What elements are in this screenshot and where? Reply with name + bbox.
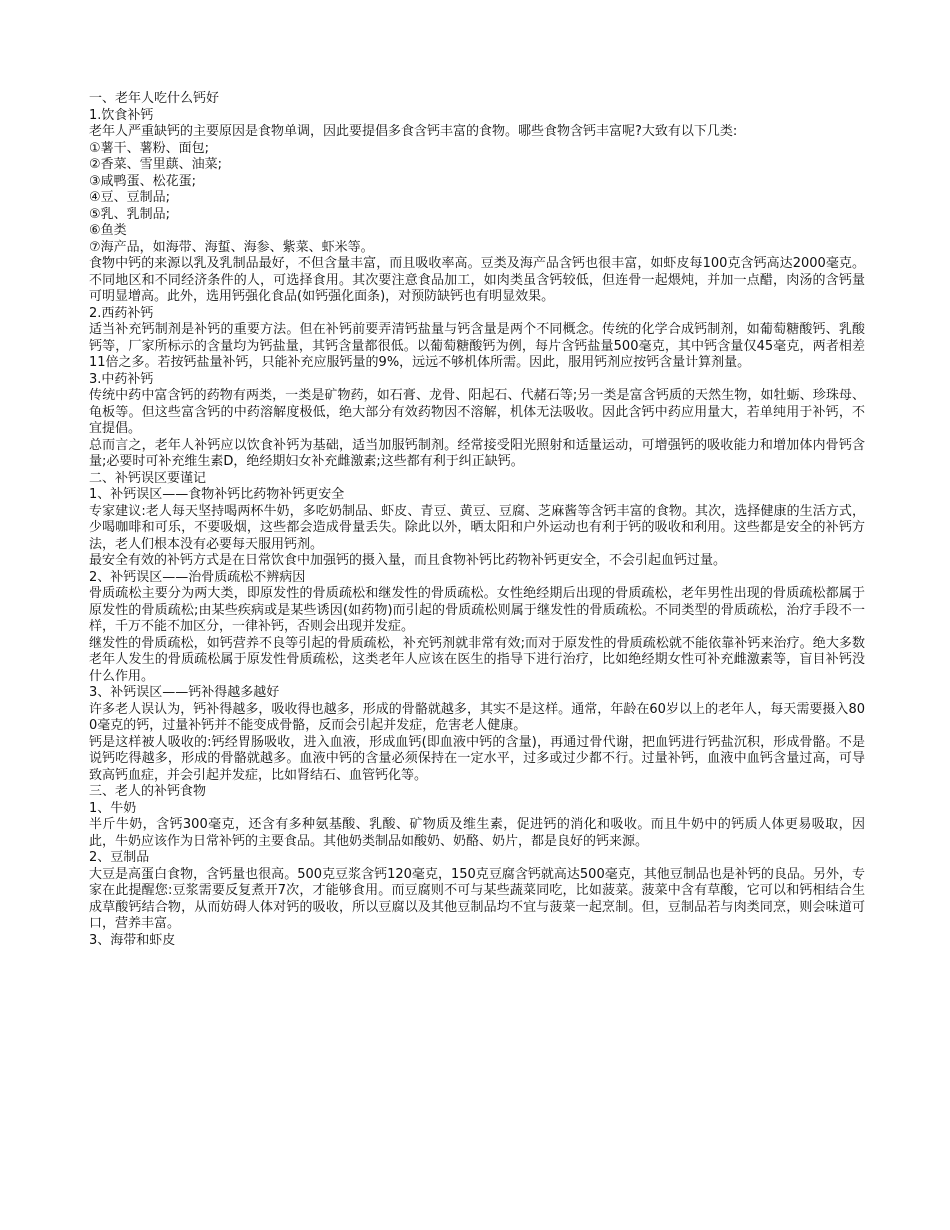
paragraph: 专家建议:老人每天坚持喝两杯牛奶，多吃奶制品、虾皮、青豆、黄豆、豆腐、芝麻酱等含钙丰富的食物。其次，选择健康的生活方式，少喝咖啡和可乐，不要吸烟，这些都会造成骨量丢失。除此以外，晒太阳和户外运动也有利于钙的吸收和利用。这些都是安全的补钙方法，老人们根本没有必要每天服用钙剂。 [89, 503, 865, 552]
section-heading: 一、老年人吃什么钙好 [89, 91, 220, 106]
subsection-heading: 3、补钙误区——钙补得越多越好 [89, 685, 280, 700]
subsection-heading: 2、补钙误区——治骨质疏松不辨病因 [89, 569, 306, 585]
paragraph: 总而言之，老年人补钙应以饮食补钙为基础，适当加服钙制剂。经常接受阳光照射和适量运动，可增强钙的吸收能力和增加体内骨钙含量;必要时可补充维生素D，绝经期妇女补充雌激素;这些都有利于纠正缺钙。 [89, 437, 865, 469]
subsection-heading: 3、海带和虾皮 [89, 932, 176, 948]
list-item: ⑦海产品，如海带、海蜇、海参、紫菜、虾米等。 [89, 239, 374, 255]
paragraph: 大豆是高蛋白食物，含钙量也很高。500克豆浆含钙120毫克，150克豆腐含钙就高达500毫克，其他豆制品也是补钙的良品。另外，专家在此提醒您:豆浆需要反复煮开7次，才能够食用。而豆腐则不可与某些蔬菜同吃，比如菠菜。菠菜中含有草酸，它可以和钙相结合生成草酸钙结合物，从而妨碍人体对钙的吸收，所以豆腐以及其他豆制品均不宜与菠菜一起烹制。但，豆制品若与肉类同烹，则会味道可口，营养丰富。 [89, 866, 865, 931]
list-item: ③咸鸭蛋、松花蛋; [89, 173, 197, 189]
paragraph: 老年人严重缺钙的主要原因是食物单调，因此要提倡多食含钙丰富的食物。哪些食物含钙丰富呢?大致有以下几类: [89, 124, 738, 139]
section-heading: 二、补钙误区要谨记 [89, 470, 207, 486]
section-heading: 三、老人的补钙食物 [89, 784, 207, 799]
subsection-heading: 2、豆制品 [89, 850, 150, 865]
paragraph: 传统中药中富含钙的药物有两类，一类是矿物药，如石膏、龙骨、阳起石、代赭石等;另一类是富含钙质的天然生物，如牡蛎、珍珠母、龟板等。但这些富含钙的中药溶解度极低，绝大部分有效药物因不溶解，机体无法吸收。因此含钙中药应用量大，若单纯用于补钙，不宜提倡。 [89, 388, 865, 436]
list-item: ⑤乳、乳制品; [89, 206, 171, 222]
paragraph: 许多老人误认为，钙补得越多，吸收得也越多，形成的骨骼就越多，其实不是这样。通常，年龄在60岁以上的老年人，每天需要摄入800毫克的钙，过量补钙并不能变成骨骼，反而会引起并发症，危害老人健康。 [89, 701, 865, 733]
paragraph: 骨质疏松主要分为两大类，即原发性的骨质疏松和继发性的骨质疏松。女性绝经期后出现的骨质疏松，老年男性出现的骨质疏松都属于原发性的骨质疏松;由某些疾病或是某些诱因(如药物)而引起的骨质疏松则属于继发性的骨质疏松。不同类型的骨质疏松，治疗手段不一样，千万不能不加区分，一律补钙，否则会出现并发症。 [89, 586, 865, 634]
list-item: ⑥鱼类 [89, 223, 127, 238]
paragraph: 钙是这样被人吸收的:钙经胃肠吸收，进入血液，形成血钙(即血液中钙的含量)，再通过骨代谢，把血钙进行钙盐沉积，形成骨骼。不是说钙吃得越多，形成的骨骼就越多。血液中钙的含量必须保持在一定水平，过多或过少都不行。过量补钙，血液中血钙含量过高，可导致高钙血症，并会引起并发症，比如肾结石、血管钙化等。 [89, 734, 865, 783]
subsection-heading: 3.中药补钙 [89, 371, 154, 387]
document-body [89, 91, 865, 949]
list-item: ②香菜、雪里蕻、油菜; [89, 157, 223, 172]
paragraph: 继发性的骨质疏松，如钙营养不良等引起的骨质疏松，补充钙剂就非常有效;而对于原发性的骨质疏松就不能依靠补钙来治疗。绝大多数老年人发生的骨质疏松属于原发性骨质疏松，这类老年人应该在医生的指导下进行治疗，比如绝经期女性可补充雌激素等，盲目补钙没什么作用。 [89, 635, 865, 684]
list-item: ①薯干、薯粉、面包; [89, 140, 210, 156]
paragraph: 食物中钙的来源以乳及乳制品最好，不但含量丰富，而且吸收率高。豆类及海产品含钙也很丰富，如虾皮每100克含钙高达2000毫克。不同地区和不同经济条件的人，可选择食用。其次要注意食品加工，如肉类虽含钙较低，但连骨一起煨炖，并加一点醋，肉汤的含钙量可明显增高。此外，选用钙强化食品(如钙强化面条)，对预防缺钙也有明显效果。 [89, 256, 865, 304]
paragraph: 适当补充钙制剂是补钙的重要方法。但在补钙前要弄清钙盐量与钙含量是两个不同概念。传统的化学合成钙制剂，如葡萄糖酸钙、乳酸钙等，厂家所标示的含量均为钙盐量，其钙含量都很低。以葡萄糖酸钙为例，每片含钙盐量500毫克，其中钙含量仅45毫克，两者相差11倍之多。若按钙盐量补钙，只能补充应服钙量的9%，远远不够机体所需。因此，服用钙剂应按钙含量计算剂量。 [89, 322, 865, 370]
list-item: ④豆、豆制品; [89, 190, 171, 205]
subsection-heading: 2.西药补钙 [89, 305, 154, 321]
subsection-heading: 1、补钙误区——食物补钙比药物补钙更安全 [89, 487, 345, 502]
paragraph: 最安全有效的补钙方式是在日常饮食中加强钙的摄入量，而且食物补钙比药物补钙更安全，不会引起血钙过量。 [89, 553, 727, 568]
subsection-heading: 1、牛奶 [89, 800, 137, 816]
subsection-heading: 1.饮食补钙 [89, 107, 154, 123]
paragraph: 半斤牛奶，含钙300毫克，还含有多种氨基酸、乳酸、矿物质及维生素，促进钙的消化和吸收。而且牛奶中的钙质人体更易吸取，因此，牛奶应该作为日常补钙的主要食品。其他奶类制品如酸奶、奶酪、奶片，都是良好的钙来源。 [89, 817, 865, 849]
